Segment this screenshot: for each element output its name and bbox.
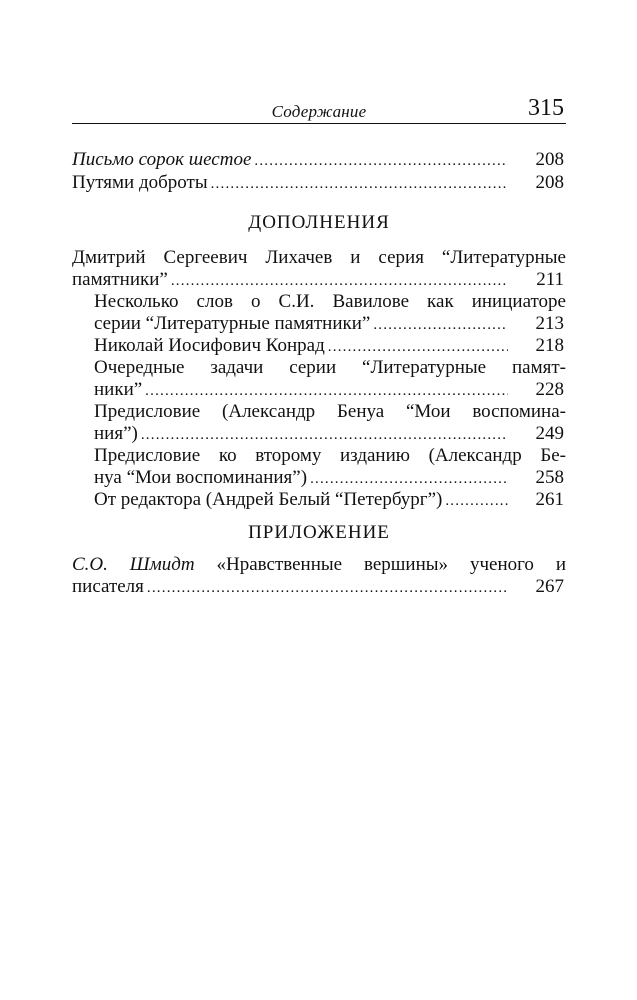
running-title: Содержание — [271, 102, 367, 121]
toc-entry-letter-46[interactable] — [72, 149, 512, 172]
toc-entry-title: писателя — [72, 576, 144, 597]
toc-entry-title: серии “Литературные памятники” — [94, 313, 371, 334]
toc-entry-page: 228 — [535, 379, 564, 400]
dot-leader — [147, 577, 508, 599]
toc-entry-page: 258 — [535, 467, 564, 488]
toc-entry-benois-preface[interactable] — [94, 423, 512, 446]
toc-entry-title: Николай Иосифович Конрад — [94, 335, 325, 356]
author-name: С.О. Шмидт — [72, 554, 195, 575]
toc-entry-page: 261 — [535, 489, 564, 510]
toc-entry-paths-of-kindness[interactable] — [72, 172, 512, 195]
toc-entry-benois-second-preface[interactable] — [94, 467, 512, 490]
toc-entry-title: Письмо сорок шестое — [72, 149, 252, 170]
dot-leader — [328, 336, 508, 358]
toc-entry-title: ники” — [94, 379, 143, 400]
dot-leader — [373, 314, 508, 336]
toc-entry-line: Очередные задачи серии “Литературные памят- — [94, 357, 566, 378]
section-heading-additions: ДОПОЛНЕНИЯ — [248, 212, 390, 233]
toc-entry-shmidt[interactable] — [72, 576, 512, 599]
toc-entry-page: 208 — [535, 172, 564, 193]
toc-entry-vavilov[interactable] — [94, 313, 512, 336]
dot-leader — [254, 150, 508, 172]
toc-entry-title: нуа “Мои воспоминания”) — [94, 467, 308, 488]
toc-entry-line: Несколько слов о С.И. Вавилове как инициаторе — [94, 291, 566, 312]
toc-entry-title-part: «Нравственные вершины» ученого и — [216, 554, 567, 575]
page-number: 315 — [528, 95, 564, 121]
toc-entry-line-appendix — [72, 554, 566, 576]
toc-entry-konrad[interactable] — [94, 335, 512, 358]
dot-leader — [445, 490, 508, 512]
dot-leader — [211, 173, 508, 195]
section-heading-appendix: ПРИЛОЖЕНИЕ — [248, 522, 390, 543]
toc-entry-title: памятники” — [72, 269, 168, 290]
toc-entry-page: 213 — [535, 313, 564, 334]
dot-leader — [171, 270, 508, 292]
toc-entry-title: ния”) — [94, 423, 138, 444]
toc-entry-page: 208 — [535, 149, 564, 170]
toc-entry-page: 249 — [535, 423, 564, 444]
dot-leader — [310, 468, 508, 490]
toc-entry-page: 267 — [535, 576, 564, 597]
toc-entry-from-editor[interactable] — [94, 489, 512, 512]
toc-entry-page: 211 — [536, 269, 564, 290]
toc-entry-next-tasks[interactable] — [94, 379, 512, 402]
dot-leader — [145, 380, 508, 402]
toc-entry-title: От редактора (Андрей Белый “Петербург”) — [94, 489, 443, 510]
toc-entry-page: 218 — [535, 335, 564, 356]
toc-entry-title: Путями доброты — [72, 172, 208, 193]
toc-entry-likhachev-series[interactable] — [72, 269, 512, 292]
toc-entry-line: Предисловие (Александр Бенуа “Мои воспомина- — [94, 401, 566, 422]
dot-leader — [141, 424, 508, 446]
toc-entry-line: Дмитрий Сергеевич Лихачев и серия “Литературные — [72, 247, 566, 268]
toc-entry-line: Предисловие ко второму изданию (Александр Бе- — [94, 445, 566, 466]
